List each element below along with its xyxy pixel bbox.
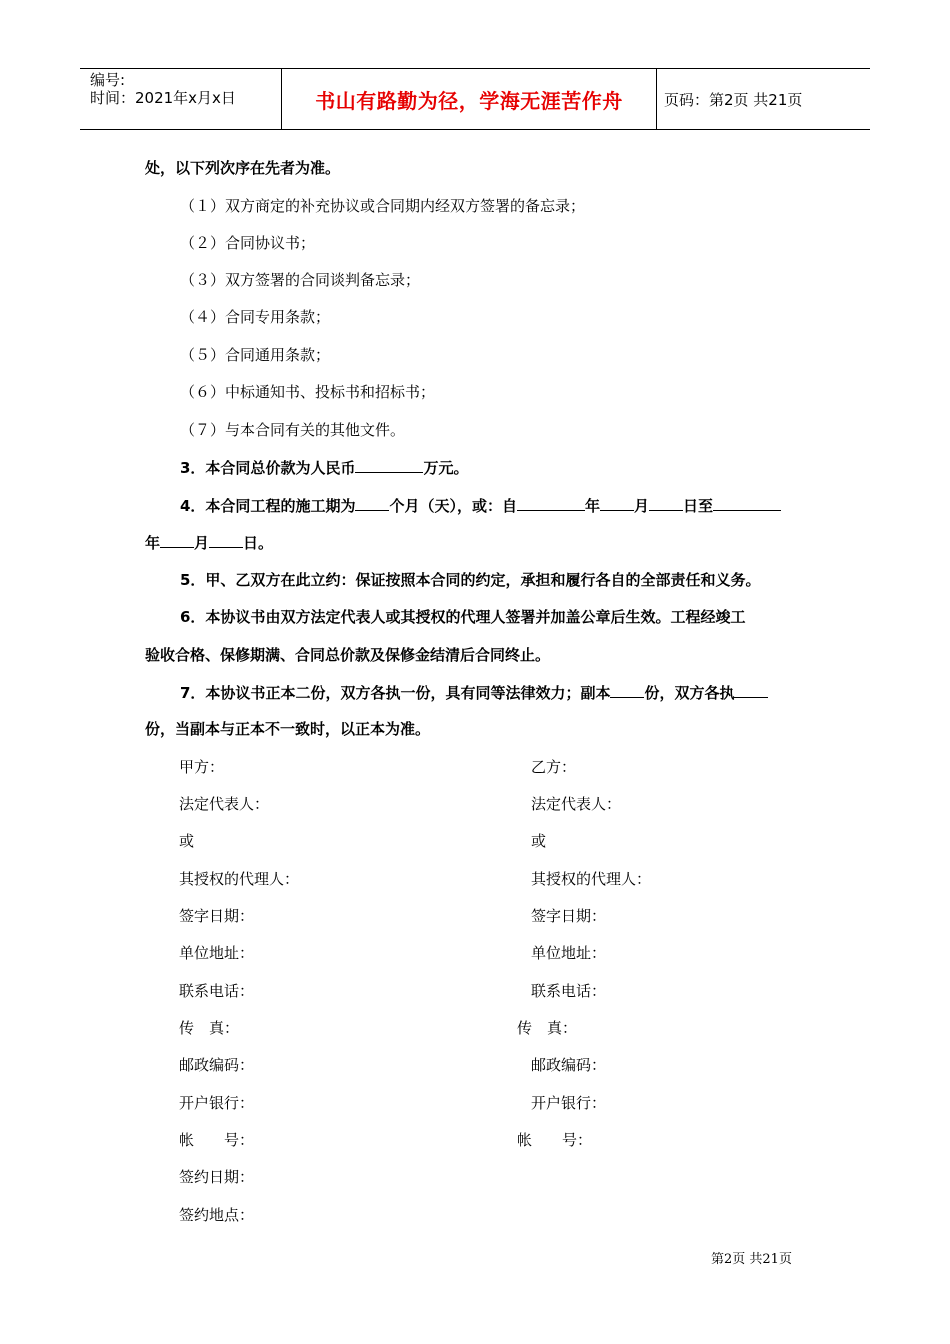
copies-each-blank[interactable] bbox=[734, 682, 768, 698]
clause-6-line2: 验收合格、保修期满、合同总价款及保修金结清后合同终止。 bbox=[145, 646, 551, 664]
party-b-phone: 联系电话： bbox=[531, 982, 607, 1000]
party-a-label: 甲方： bbox=[179, 758, 225, 776]
start-day-blank[interactable] bbox=[649, 495, 683, 511]
list-item: （２）合同协议书； bbox=[180, 234, 316, 252]
clause-7-text: 份，双方各执 bbox=[644, 684, 735, 702]
clause-4-text: 月 bbox=[194, 534, 210, 552]
clause-6-line1: 6．本协议书由双方法定代表人或其授权的代理人签署并加盖公章后生效。工程经竣工 bbox=[180, 608, 746, 626]
end-month-blank[interactable] bbox=[160, 532, 194, 548]
clause-4-text: 月 bbox=[633, 497, 649, 515]
contract-sign-date: 签约日期： bbox=[179, 1168, 255, 1186]
contract-sign-place: 签约地点： bbox=[179, 1206, 255, 1224]
price-blank[interactable] bbox=[355, 457, 423, 473]
party-b-sign-date: 签字日期： bbox=[531, 907, 607, 925]
start-month-blank[interactable] bbox=[600, 495, 634, 511]
list-item: （１）双方商定的补充协议或合同期内经双方签署的备忘录； bbox=[180, 197, 586, 215]
party-a-fax: 传 真： bbox=[179, 1019, 240, 1037]
party-a-address: 单位地址： bbox=[179, 944, 255, 962]
party-b-label: 乙方： bbox=[531, 758, 577, 776]
clause-3 bbox=[180, 457, 468, 478]
party-a-agent: 其授权的代理人： bbox=[179, 870, 300, 888]
clause-4-line2 bbox=[145, 532, 273, 553]
clause-intro: 处，以下列次序在先者为准。 bbox=[145, 159, 341, 177]
party-b-account: 帐 号： bbox=[517, 1131, 593, 1149]
party-a-bank: 开户银行： bbox=[179, 1094, 255, 1112]
header-page-cell bbox=[656, 69, 870, 129]
header-left-cell bbox=[80, 69, 281, 129]
clause-4-line1 bbox=[180, 495, 781, 516]
start-year-blank[interactable] bbox=[517, 495, 585, 511]
clause-4-text: 年 bbox=[584, 497, 600, 515]
party-b-address: 单位地址： bbox=[531, 944, 607, 962]
duration-blank[interactable] bbox=[355, 495, 389, 511]
clause-4-text: 4．本合同工程的施工期为 bbox=[180, 497, 356, 515]
header-page-info: 页码：第2页 共21页 bbox=[664, 90, 803, 109]
copies-blank[interactable] bbox=[610, 682, 644, 698]
list-item: （７）与本合同有关的其他文件。 bbox=[180, 421, 406, 439]
page-footer-number: 第2页 共21页 bbox=[711, 1252, 792, 1267]
clause-7-line2: 份，当副本与正本不一致时，以正本为准。 bbox=[145, 720, 431, 738]
clause-7-line1 bbox=[180, 682, 768, 703]
party-a-or: 或 bbox=[179, 832, 195, 850]
page-header bbox=[80, 68, 870, 130]
document-number-label: 编号: bbox=[90, 71, 126, 89]
clause-4-text: 日至 bbox=[683, 497, 714, 515]
party-a-sign-date: 签字日期： bbox=[179, 907, 255, 925]
list-item: （５）合同通用条款； bbox=[180, 346, 331, 364]
party-b-legal-rep: 法定代表人： bbox=[531, 795, 622, 813]
clause-4-text: 年 bbox=[145, 534, 161, 552]
party-a-legal-rep: 法定代表人： bbox=[179, 795, 270, 813]
party-b-postcode: 邮政编码： bbox=[531, 1056, 607, 1074]
party-b-fax: 传 真： bbox=[517, 1019, 578, 1037]
party-a-phone: 联系电话： bbox=[179, 982, 255, 1000]
end-day-blank[interactable] bbox=[209, 532, 243, 548]
party-b-agent: 其授权的代理人： bbox=[531, 870, 652, 888]
clause-7-text: 7．本协议书正本二份，双方各执一份，具有同等法律效力；副本 bbox=[180, 684, 611, 702]
clause-4-text: 个月（天），或：自 bbox=[389, 497, 517, 515]
header-motto-cell bbox=[281, 69, 657, 129]
document-time: 时间：2021年x月x日 bbox=[90, 89, 236, 107]
clause-3-suffix: 万元。 bbox=[423, 459, 469, 477]
list-item: （６）中标通知书、投标书和招标书； bbox=[180, 383, 436, 401]
end-year-blank[interactable] bbox=[713, 495, 781, 511]
party-a-account: 帐 号： bbox=[179, 1131, 255, 1149]
list-item: （３）双方签署的合同谈判备忘录； bbox=[180, 271, 421, 289]
list-item: （４）合同专用条款； bbox=[180, 308, 331, 326]
party-b-bank: 开户银行： bbox=[531, 1094, 607, 1112]
clause-3-prefix: 3．本合同总价款为人民币 bbox=[180, 459, 356, 477]
header-motto: 书山有路勤为径，学海无涯苦作舟 bbox=[315, 88, 623, 113]
party-b-or: 或 bbox=[531, 832, 547, 850]
clause-4-text: 日。 bbox=[243, 534, 274, 552]
clause-5: 5．甲、乙双方在此立约：保证按照本合同的约定，承担和履行各自的全部责任和义务。 bbox=[180, 571, 761, 589]
party-a-postcode: 邮政编码： bbox=[179, 1056, 255, 1074]
